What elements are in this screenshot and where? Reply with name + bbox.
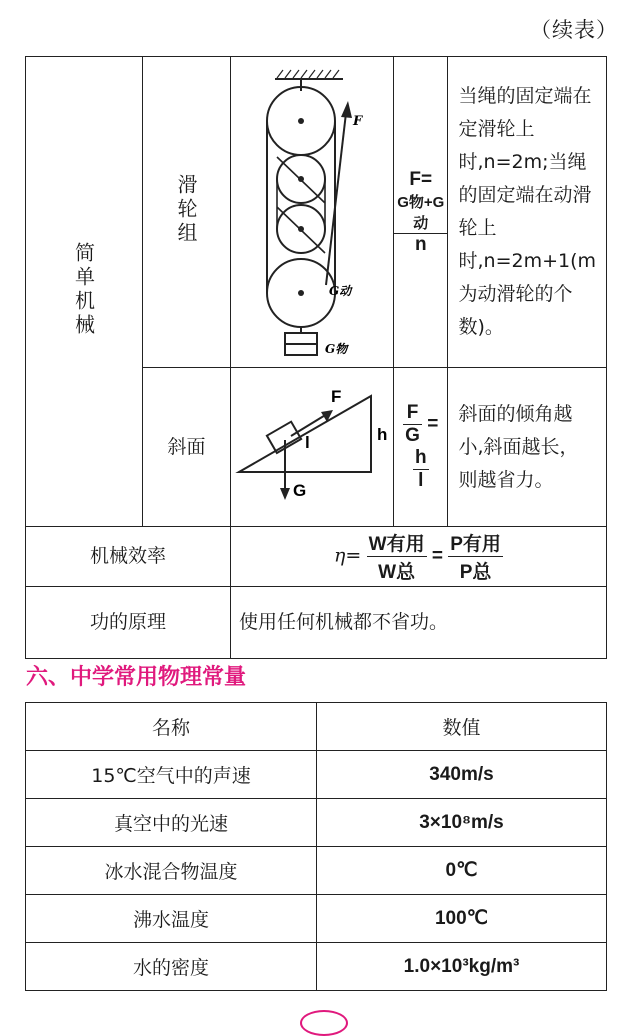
table-row <box>26 799 607 847</box>
efficiency-eq: = <box>431 545 443 567</box>
pulley-name-cell <box>143 57 231 368</box>
constant-value: 1.0×10³kg/m³ <box>317 943 607 991</box>
category-cell <box>26 57 143 527</box>
pulley-formula-numerator: G物+G动 <box>394 191 447 234</box>
constant-name: 15℃空气中的声速 <box>26 751 317 799</box>
efficiency-den2: P总 <box>459 562 492 583</box>
pulley-formula-cell <box>394 57 448 368</box>
incline-force-label: F <box>331 387 342 406</box>
constant-name: 真空中的光速 <box>26 799 317 847</box>
page-decoration <box>300 1010 348 1036</box>
header-name: 名称 <box>26 703 317 751</box>
pulley-block-diagram <box>231 57 393 363</box>
constants-table <box>25 702 607 991</box>
efficiency-den1: W总 <box>378 562 416 583</box>
incline-height-label: h <box>377 425 388 444</box>
incline-formula-left <box>403 402 422 447</box>
g-moving-label: G动 <box>329 284 352 298</box>
efficiency-frac-2 <box>448 529 503 584</box>
incline-formula-right <box>413 447 429 492</box>
incline-num1: F <box>403 402 422 425</box>
constant-value: 3×10⁸m/s <box>317 799 607 847</box>
incline-description: 斜面的倾角越小,斜面越长，则越省力。 <box>448 368 607 527</box>
efficiency-formula-cell <box>231 527 607 587</box>
constant-name: 冰水混合物温度 <box>26 847 317 895</box>
constant-name: 水的密度 <box>26 943 317 991</box>
pulley-diagram-cell <box>231 57 394 368</box>
constant-value: 340m/s <box>317 751 607 799</box>
category-label: 简单机械 <box>71 241 96 338</box>
simple-machines-table <box>25 56 607 659</box>
efficiency-num1: W有用 <box>367 529 427 557</box>
table-row <box>26 751 607 799</box>
constant-value: 0℃ <box>317 847 607 895</box>
header-value: 数值 <box>317 703 607 751</box>
continued-label: （续表） <box>530 18 618 42</box>
pulley-formula-denominator: n <box>414 233 427 255</box>
efficiency-num2: P有用 <box>448 529 503 557</box>
pulley-formula-fraction <box>394 191 447 256</box>
constant-value: 100℃ <box>317 895 607 943</box>
pulley-formula-lhs: F= <box>409 168 433 190</box>
work-principle-desc: 使用任何机械都不省功。 <box>231 587 607 659</box>
incline-den2: l <box>418 470 424 491</box>
incline-num2: h <box>414 447 427 468</box>
force-label: F <box>353 114 363 129</box>
pulley-name: 滑轮组 <box>174 174 198 246</box>
incline-den1: G <box>405 425 420 446</box>
incline-formula-eq: = <box>427 413 439 435</box>
section-title: 六、中学常用物理常量 <box>26 665 247 690</box>
incline-weight-label: G <box>293 481 307 500</box>
incline-length-label: l <box>305 433 310 452</box>
g-object-label: G物 <box>325 342 348 356</box>
table-row <box>26 847 607 895</box>
efficiency-name: 机械效率 <box>26 527 231 587</box>
table-row <box>26 943 607 991</box>
efficiency-frac-1 <box>367 529 427 584</box>
pulley-description: 当绳的固定端在定滑轮上时,n=2m;当绳的固定端在动滑轮上时,n=2m+1(m为动滑轮的个数)。 <box>448 57 607 368</box>
table-row <box>26 895 607 943</box>
incline-formula-cell <box>394 368 448 527</box>
efficiency-eta: η= <box>334 544 362 567</box>
incline-diagram-cell <box>231 368 394 527</box>
constant-name: 沸水温度 <box>26 895 317 943</box>
incline-diagram <box>231 368 393 522</box>
work-principle-name: 功的原理 <box>26 587 231 659</box>
incline-name: 斜面 <box>143 368 231 527</box>
